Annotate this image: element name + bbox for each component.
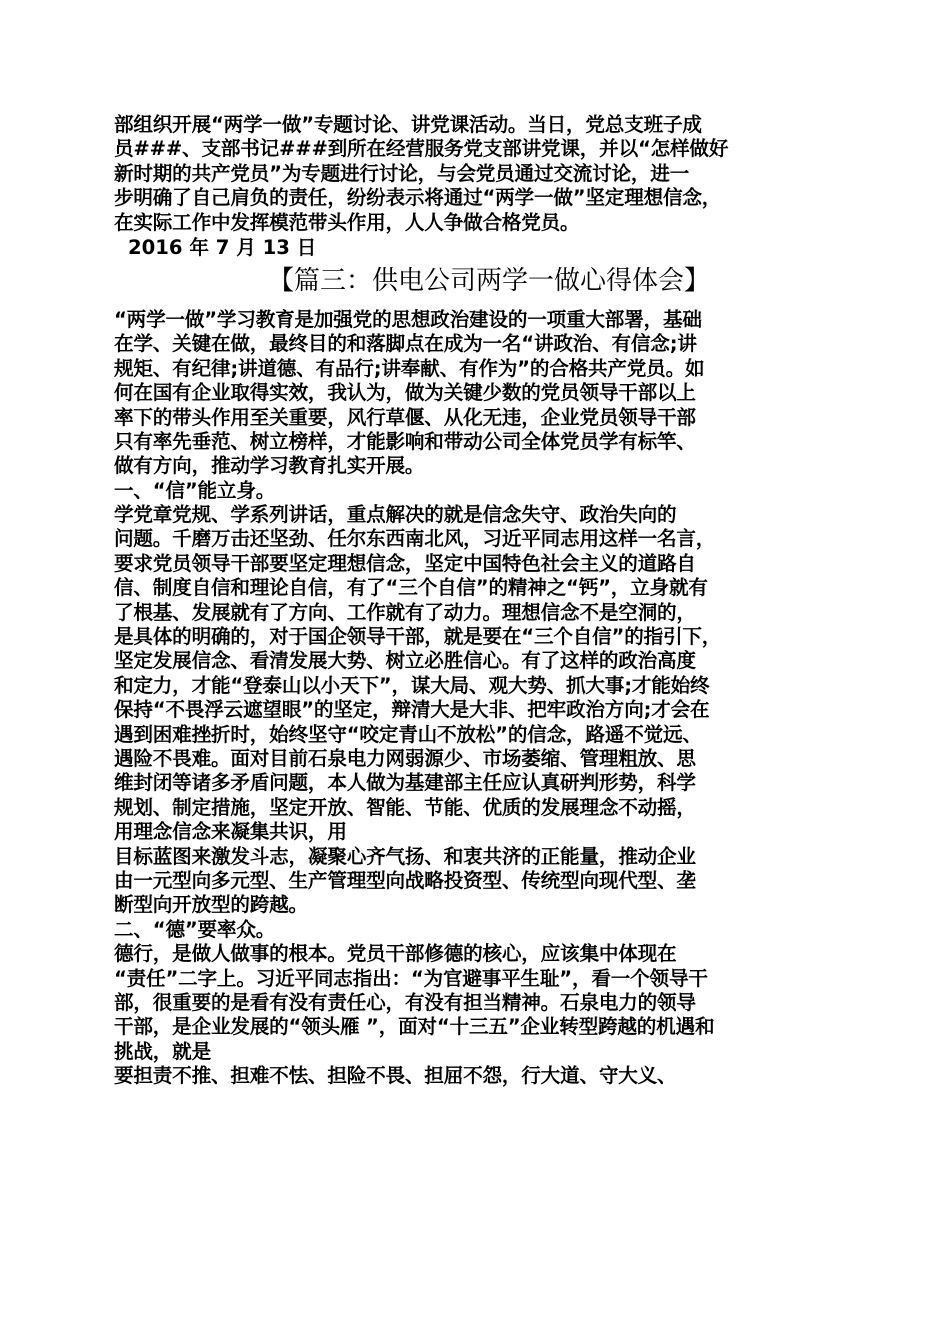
text-line: “责任”二字上。习近平同志指出：“为官避事平生耻”，看一个领导干 [114, 966, 708, 990]
text-line: 德行，是做人做事的根本。党员干部修德的核心，应该集中体现在 [114, 942, 677, 966]
text-line: 由一元型向多元型、生产管理型向战略投资型、传统型向现代型、垄 [114, 868, 696, 892]
text-line: 做有方向，推动学习教育扎实开展。 [114, 454, 425, 478]
text-line: 挑战，就是 [114, 1039, 211, 1063]
date-line: 2016 年 7 月 13 日 [128, 235, 317, 259]
text-line: 问题。千磨万击还坚劲、任尔东西南北风，习近平同志用这样一名言， [114, 527, 716, 551]
text-line: 部组织开展“两学一做”专题讨论、讲党课活动。当日，党总支班子成 [114, 113, 702, 136]
text-line: 维封闭等诸多矛盾问题，本人做为基建部主任应认真研判形势，科学 [114, 771, 696, 795]
text-line: 坚定发展信念、看清发展大势、树立必胜信心。有了这样的政治高度 [114, 649, 696, 673]
text-line: 要担责不推、担难不怯、担险不畏、担屈不怨，行大道、守大义、 [114, 1064, 677, 1088]
text-line: 何在国有企业取得实效，我认为，做为关键少数的党员领导干部以上 [114, 381, 696, 405]
section-title: 【篇三：供电公司两学一做心得体会】 [267, 265, 710, 296]
essay-body [114, 308, 850, 1089]
text-line: “两学一做”学习教育是加强党的思想政治建设的一项重大部署，基础 [114, 307, 702, 331]
text-line: 学党章党规、学系列讲话，重点解决的就是信念失守、政治失向的 [114, 503, 677, 527]
document-page [114, 113, 850, 1088]
text-line: 新时期的共产党员”为专题进行讨论，与会党员通过交流讨论，进一 [114, 161, 690, 185]
text-line: 一、“信”能立身。 [114, 478, 276, 502]
text-line: 遇到困难挫折时，始终坚守“咬定青山不放松”的信念，路遥不觉远、 [114, 722, 702, 746]
text-line: 要求党员领导干部要坚定理想信念，坚定中国特色社会主义的道路自 [114, 551, 696, 575]
text-line: 干部，是企业发展的“领头雁 ”，面对“十三五”企业转型跨越的机遇和 [114, 1015, 715, 1039]
text-line: 在学、关键在做，最终目的和落脚点在成为一名“讲政治、有信念;讲 [114, 332, 697, 356]
text-line: 是具体的明确的，对于国企领导干部，就是要在“三个自信”的指引下， [114, 625, 722, 649]
text-line: 遇险不畏难。面对目前石泉电力网弱源少、市场萎缩、管理粗放、思 [114, 746, 696, 770]
text-line: 员###、支部书记###到所在经营服务党支部讲党课，并以“怎样做好 [114, 137, 729, 161]
text-line: 和定力，才能“登泰山以小天下”，谋大局、观大势、抓大事;才能始终 [114, 673, 710, 697]
text-line: 只有率先垂范、树立榜样，才能影响和带动公司全体党员学有标竿、 [114, 429, 696, 453]
text-line: 部，很重要的是看有没有责任心，有没有担当精神。石泉电力的领导 [114, 990, 696, 1014]
text-line: 规矩、有纪律;讲道德、有品行;讲奉献、有作为”的合格共产党员。如 [114, 356, 705, 380]
intro-paragraph [114, 113, 850, 235]
text-line: 目标蓝图来激发斗志，凝聚心齐气扬、和衷共济的正能量，推动企业 [114, 844, 696, 868]
text-line: 信、制度自信和理论自信，有了“三个自信”的精神之“钙”，立身就有 [114, 576, 708, 600]
text-line: 用理念信念来凝集共识，用 [114, 820, 347, 844]
text-line: 二、“德”要率众。 [114, 917, 276, 941]
text-line: 率下的带头作用至关重要，风行草偃、从化无违，企业党员领导干部 [114, 405, 696, 429]
text-line: 保持“不畏浮云遮望眼”的坚定，辩清大是大非、把牢政治方向;才会在 [114, 698, 710, 722]
text-line: 规划、制定措施，坚定开放、智能、节能、优质的发展理念不动摇， [114, 795, 696, 819]
text-line: 在实际工作中发挥模范带头作用，人人争做合格党员。 [114, 210, 580, 234]
text-line: 步明确了自己肩负的责任，纷纷表示将通过“两学一做”坚定理想信念， [114, 186, 722, 210]
text-line: 了根基、发展就有了方向、工作就有了动力。理想信念不是空洞的， [114, 600, 696, 624]
text-line: 断型向开放型的跨越。 [114, 893, 308, 917]
